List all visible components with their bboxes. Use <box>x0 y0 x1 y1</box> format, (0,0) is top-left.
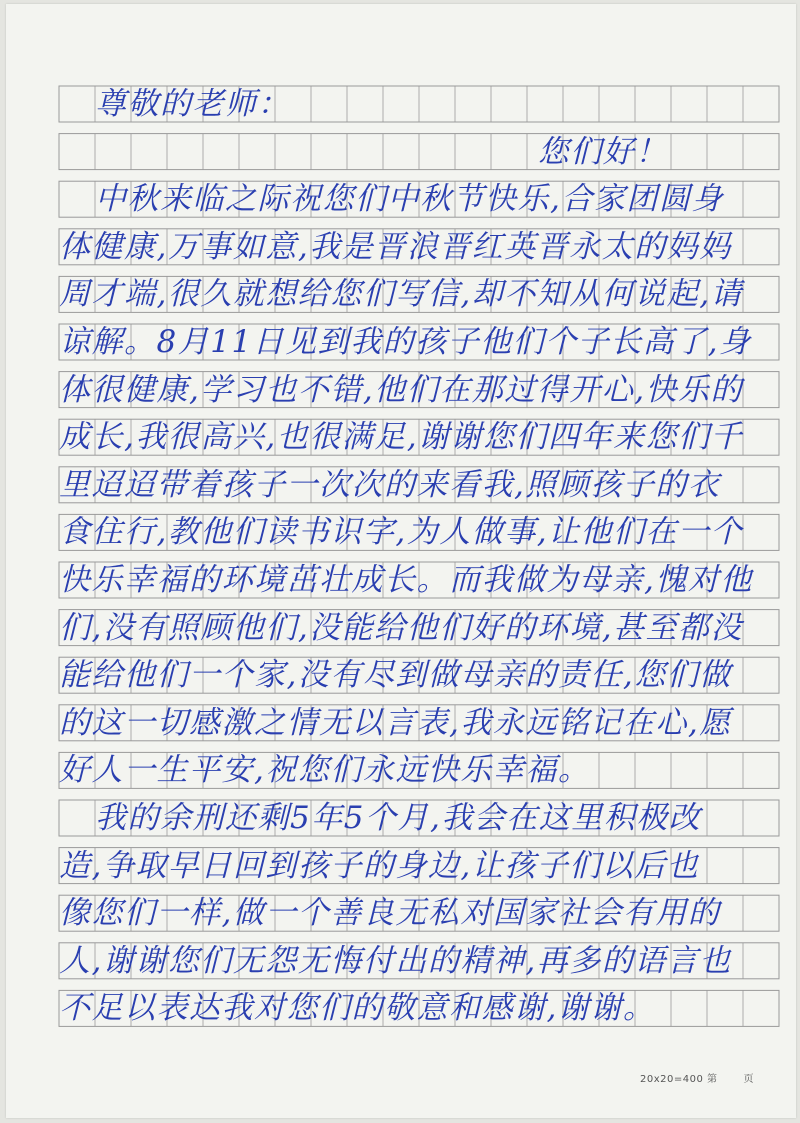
letter-line: 像您们一样,做一个善良无私对国家社会有用的 <box>59 895 721 932</box>
letter-line: 好人一生平安,祝您们永远快乐幸福。 <box>59 752 591 789</box>
letter-line: 人,谢谢您们无怨无悔付出的精神,再多的语言也 <box>59 942 732 979</box>
letter-line: 周才端,很久就想给您们写信,却不知从何说起,请 <box>59 276 744 313</box>
letter-line: 们,没有照顾他们,没能给他们好的环境,甚至都没 <box>59 609 744 646</box>
letter-line: 不足以表达我对您们的敬意和感谢,谢谢。 <box>59 990 656 1027</box>
letter-line: 造,争取早日回到孩子的身边,让孩子们以后也 <box>59 847 700 884</box>
letter-line: 快乐幸福的环境茁壮成长。而我做为母亲,愧对他 <box>59 562 753 598</box>
salutation: 尊敬的老师： <box>95 86 290 122</box>
letter-line: 食住行,教他们读书识字,为人做事,让他们在一个 <box>59 514 744 551</box>
page-footer <box>640 1070 754 1085</box>
letter-line: 里迢迢带着孩子一次次的来看我,照顾孩子的衣 <box>59 466 721 503</box>
letter-line: 谅解。8月11日见到我的孩子他们个子长高了,身 <box>59 324 752 360</box>
letter-line: 体健康,万事如意,我是晋浪晋红英晋永太的妈妈 <box>59 228 732 265</box>
letter-line: 能给他们一个家,没有尽到做母亲的责任,您们做 <box>59 657 732 694</box>
letter-line: 我的余刑还剩5年5个月,我会在这里积极改 <box>95 800 702 836</box>
letter-line: 中秋来临之际祝您们中秋节快乐,合家团圆身 <box>95 181 724 218</box>
letter-line: 成长,我很高兴,也很满足,谢谢您们四年来您们千 <box>59 419 744 456</box>
grid-spec: 20x20=400 <box>640 1074 704 1085</box>
letter-line: 体很健康,学习也不错,他们在那过得开心,快乐的 <box>59 371 744 408</box>
letter-line: 的这一切感激之情无以言表,我永远铭记在心,愿 <box>59 704 732 741</box>
page-suffix: 页 <box>743 1074 755 1085</box>
page-prefix: 第 <box>707 1074 718 1085</box>
greeting: 您们好！ <box>537 133 668 170</box>
